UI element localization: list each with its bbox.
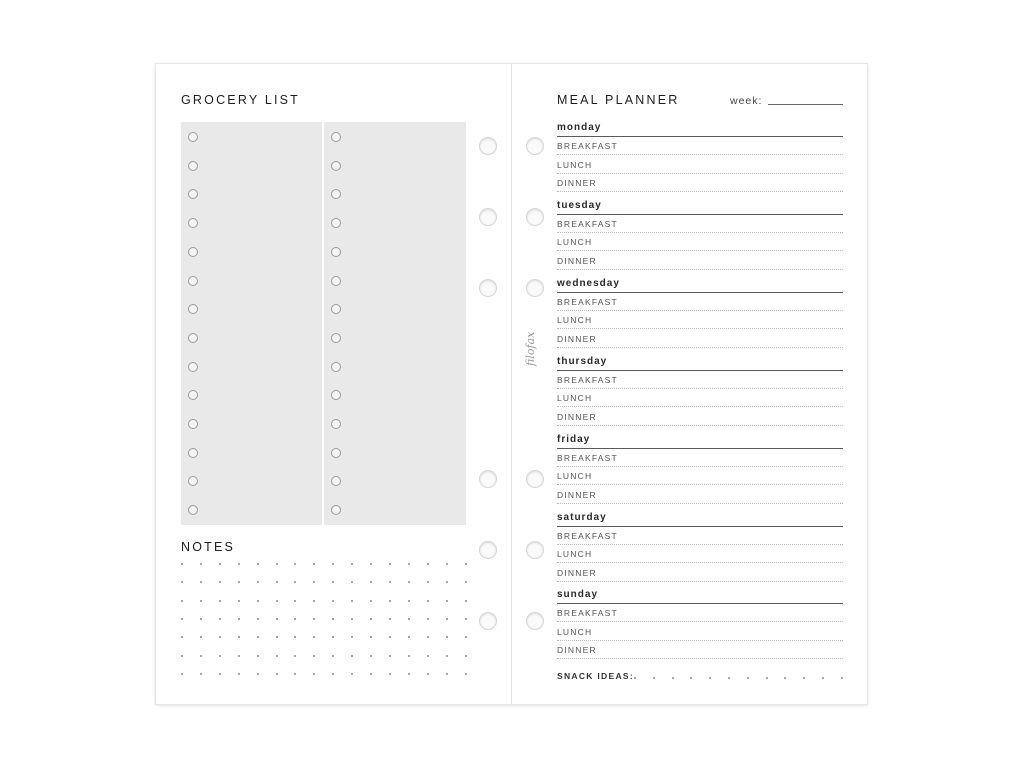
notes-dot bbox=[257, 618, 259, 620]
notes-dot bbox=[389, 673, 391, 675]
meal-entry-line[interactable] bbox=[557, 640, 843, 641]
meal-entry-line[interactable] bbox=[557, 154, 843, 155]
notes-dot bbox=[200, 655, 202, 657]
notes-dot bbox=[313, 618, 315, 620]
notes-dot bbox=[427, 636, 429, 638]
notes-dot bbox=[351, 581, 353, 583]
day-name: monday bbox=[557, 122, 602, 133]
snack-dot bbox=[634, 677, 636, 679]
ring-hole bbox=[479, 612, 497, 630]
notes-dot bbox=[427, 618, 429, 620]
week-label: week: bbox=[730, 95, 763, 107]
notes-dot bbox=[465, 563, 467, 565]
notes-dot bbox=[427, 673, 429, 675]
ring-hole bbox=[526, 541, 544, 559]
notes-dot bbox=[238, 581, 240, 583]
grocery-checkbox[interactable] bbox=[331, 333, 341, 343]
notes-dot bbox=[446, 581, 448, 583]
notes-dot bbox=[294, 618, 296, 620]
grocery-checkbox[interactable] bbox=[188, 419, 198, 429]
notes-dot bbox=[219, 618, 221, 620]
meal-label-lunch: LUNCH bbox=[557, 237, 593, 248]
notes-dot bbox=[351, 636, 353, 638]
snack-dot bbox=[709, 677, 711, 679]
meal-entry-line[interactable] bbox=[557, 544, 843, 545]
notes-dot bbox=[408, 655, 410, 657]
snack-dot bbox=[747, 677, 749, 679]
notes-dot bbox=[200, 636, 202, 638]
notes-dot bbox=[332, 673, 334, 675]
notes-dot bbox=[427, 600, 429, 602]
meal-label-dinner: DINNER bbox=[557, 178, 597, 188]
notes-dot bbox=[313, 636, 315, 638]
meal-entry-line[interactable] bbox=[557, 388, 843, 389]
notes-dot bbox=[313, 655, 315, 657]
notes-dot bbox=[294, 581, 296, 583]
notes-dot bbox=[200, 618, 202, 620]
brand-logo: filofax bbox=[524, 331, 537, 366]
notes-dot bbox=[332, 636, 334, 638]
day-rule bbox=[557, 448, 843, 449]
notes-dot bbox=[351, 673, 353, 675]
grocery-checkbox[interactable] bbox=[331, 276, 341, 286]
notes-dot bbox=[276, 655, 278, 657]
meal-label-lunch: LUNCH bbox=[557, 393, 593, 404]
notes-dot bbox=[181, 600, 183, 602]
notes-dot bbox=[294, 600, 296, 602]
day-name: wednesday bbox=[557, 277, 620, 289]
notes-dot bbox=[200, 600, 202, 602]
meal-entry-line[interactable] bbox=[557, 232, 843, 233]
notes-dot bbox=[370, 655, 372, 657]
day-name: tuesday bbox=[557, 199, 602, 211]
notes-dot bbox=[370, 673, 372, 675]
day-rule bbox=[557, 603, 843, 604]
snack-dot bbox=[672, 677, 674, 679]
day-name: sunday bbox=[557, 589, 599, 601]
notes-dot bbox=[219, 600, 221, 602]
day-rule bbox=[557, 292, 843, 293]
notes-dot bbox=[257, 673, 259, 675]
meal-label-breakfast: BREAKFAST bbox=[557, 530, 618, 541]
meal-label-dinner: DINNER bbox=[557, 645, 597, 656]
notes-dot bbox=[446, 600, 448, 602]
notes-dot bbox=[313, 673, 315, 675]
notes-dot bbox=[257, 600, 259, 602]
notes-dot bbox=[181, 581, 183, 583]
notes-dot bbox=[332, 581, 334, 583]
grocery-checkbox[interactable] bbox=[188, 247, 198, 257]
day-rule bbox=[557, 136, 843, 137]
notes-dot bbox=[238, 563, 240, 565]
notes-dot bbox=[370, 636, 372, 638]
notes-dot bbox=[389, 563, 391, 565]
meal-entry-line[interactable] bbox=[557, 581, 843, 582]
notes-dot bbox=[370, 581, 372, 583]
notes-dot bbox=[332, 600, 334, 602]
notes-dot bbox=[465, 673, 467, 675]
ring-hole bbox=[479, 208, 497, 226]
grocery-checkbox[interactable] bbox=[188, 276, 198, 286]
planner-sheet bbox=[156, 64, 867, 704]
notes-dot bbox=[238, 636, 240, 638]
notes-dot bbox=[446, 655, 448, 657]
notes-dot bbox=[465, 655, 467, 657]
grocery-checkbox[interactable] bbox=[331, 448, 341, 458]
notes-dot bbox=[313, 581, 315, 583]
grocery-checkbox[interactable] bbox=[331, 132, 341, 142]
notes-dot bbox=[294, 563, 296, 565]
notes-dot bbox=[238, 600, 240, 602]
notes-dot bbox=[181, 636, 183, 638]
notes-dot bbox=[351, 600, 353, 602]
notes-dot bbox=[465, 636, 467, 638]
meal-entry-line[interactable] bbox=[557, 191, 843, 192]
meal-label-breakfast: BREAKFAST bbox=[557, 141, 618, 151]
week-input-line[interactable] bbox=[768, 104, 843, 105]
notes-dot bbox=[446, 636, 448, 638]
notes-dot bbox=[238, 618, 240, 620]
grocery-checkbox[interactable] bbox=[188, 362, 198, 372]
day-name: saturday bbox=[557, 511, 607, 523]
meal-entry-line[interactable] bbox=[557, 621, 843, 622]
meal-label-dinner: DINNER bbox=[557, 489, 597, 500]
notes-dot bbox=[313, 563, 315, 565]
meal-label-lunch: LUNCH bbox=[557, 159, 593, 170]
notes-dot bbox=[257, 636, 259, 638]
snack-dot bbox=[690, 677, 692, 679]
grocery-checkbox[interactable] bbox=[188, 448, 198, 458]
day-rule bbox=[557, 214, 843, 215]
meal-entry-line[interactable] bbox=[557, 406, 843, 407]
notes-dot bbox=[200, 563, 202, 565]
notes-dot bbox=[446, 618, 448, 620]
notes-dot bbox=[313, 600, 315, 602]
grocery-list-title: GROCERY LIST bbox=[181, 93, 301, 107]
notes-dot bbox=[351, 655, 353, 657]
notes-dot bbox=[181, 563, 183, 565]
notes-dot bbox=[408, 581, 410, 583]
snack-ideas-label: SNACK IDEAS: bbox=[557, 671, 634, 681]
snack-dot bbox=[803, 677, 805, 679]
notes-dot bbox=[181, 618, 183, 620]
meal-label-dinner: DINNER bbox=[557, 567, 597, 578]
notes-dot bbox=[389, 600, 391, 602]
ring-hole bbox=[526, 279, 544, 297]
notes-dot bbox=[446, 563, 448, 565]
notes-dot bbox=[257, 655, 259, 657]
meal-entry-line[interactable] bbox=[557, 658, 843, 659]
notes-dot bbox=[427, 655, 429, 657]
snack-dot bbox=[728, 677, 730, 679]
meal-label-breakfast: BREAKFAST bbox=[557, 296, 618, 307]
notes-dot bbox=[276, 563, 278, 565]
meal-entry-line[interactable] bbox=[557, 173, 843, 174]
notes-dot bbox=[238, 673, 240, 675]
meal-label-dinner: DINNER bbox=[557, 411, 597, 422]
notes-dot bbox=[351, 618, 353, 620]
meal-entry-line[interactable] bbox=[557, 484, 843, 485]
ring-hole bbox=[526, 612, 544, 630]
notes-dot bbox=[389, 636, 391, 638]
grocery-checkbox[interactable] bbox=[188, 132, 198, 142]
notes-dot bbox=[276, 581, 278, 583]
notes-dot bbox=[219, 655, 221, 657]
meal-label-lunch: LUNCH bbox=[557, 471, 593, 482]
notes-dot bbox=[465, 618, 467, 620]
meal-entry-line[interactable] bbox=[557, 269, 843, 270]
meal-entry-line[interactable] bbox=[557, 503, 843, 504]
grocery-checkbox[interactable] bbox=[331, 362, 341, 372]
meal-entry-line[interactable] bbox=[557, 328, 843, 329]
ring-hole bbox=[526, 208, 544, 226]
grocery-checkbox[interactable] bbox=[331, 161, 341, 171]
notes-dot bbox=[200, 581, 202, 583]
day-name: friday bbox=[557, 433, 591, 445]
meal-label-breakfast: BREAKFAST bbox=[557, 374, 618, 385]
grocery-column-1 bbox=[181, 122, 322, 525]
notes-dot bbox=[370, 618, 372, 620]
notes-dot bbox=[276, 600, 278, 602]
snack-dot bbox=[841, 677, 843, 679]
meal-entry-line[interactable] bbox=[557, 466, 843, 467]
notes-dot bbox=[408, 600, 410, 602]
notes-dot bbox=[332, 563, 334, 565]
ring-hole bbox=[526, 137, 544, 155]
ring-hole bbox=[526, 470, 544, 488]
notes-dot bbox=[276, 618, 278, 620]
meal-label-breakfast: BREAKFAST bbox=[557, 608, 618, 619]
notes-dot bbox=[408, 563, 410, 565]
ring-hole bbox=[479, 470, 497, 488]
grocery-checkbox[interactable] bbox=[188, 333, 198, 343]
notes-dot bbox=[408, 636, 410, 638]
meal-entry-line[interactable] bbox=[557, 425, 843, 426]
day-rule bbox=[557, 526, 843, 527]
snack-dot bbox=[784, 677, 786, 679]
meal-label-lunch: LUNCH bbox=[557, 626, 593, 637]
meal-label-dinner: DINNER bbox=[557, 255, 597, 266]
notes-dot bbox=[389, 581, 391, 583]
notes-dot bbox=[332, 618, 334, 620]
notes-dot bbox=[465, 581, 467, 583]
snack-dot bbox=[822, 677, 824, 679]
meal-label-breakfast: BREAKFAST bbox=[557, 452, 618, 463]
notes-dot bbox=[370, 563, 372, 565]
notes-dot bbox=[465, 600, 467, 602]
meal-label-lunch: LUNCH bbox=[557, 315, 593, 326]
notes-dot bbox=[219, 636, 221, 638]
ring-hole bbox=[479, 541, 497, 559]
meal-label-breakfast: BREAKFAST bbox=[557, 218, 618, 229]
notes-dot bbox=[219, 563, 221, 565]
notes-dot bbox=[446, 673, 448, 675]
snack-dot bbox=[766, 677, 768, 679]
notes-dot bbox=[276, 636, 278, 638]
notes-dot bbox=[181, 655, 183, 657]
notes-dot bbox=[238, 655, 240, 657]
notes-dot bbox=[219, 581, 221, 583]
notes-dot bbox=[408, 673, 410, 675]
meal-entry-line[interactable] bbox=[557, 562, 843, 563]
notes-dot bbox=[427, 563, 429, 565]
day-rule bbox=[557, 370, 843, 371]
notes-dot bbox=[351, 563, 353, 565]
notes-dot bbox=[257, 563, 259, 565]
meal-entry-line[interactable] bbox=[557, 250, 843, 251]
notes-dot bbox=[332, 655, 334, 657]
notes-dot bbox=[408, 618, 410, 620]
notes-dot bbox=[276, 673, 278, 675]
notes-dot bbox=[200, 673, 202, 675]
notes-dot bbox=[219, 673, 221, 675]
day-name: thursday bbox=[557, 355, 608, 367]
notes-dot bbox=[427, 581, 429, 583]
grocery-checkbox[interactable] bbox=[331, 419, 341, 429]
meal-planner-title: MEAL PLANNER bbox=[557, 93, 680, 107]
page-divider bbox=[511, 64, 512, 704]
notes-dot bbox=[257, 581, 259, 583]
meal-entry-line[interactable] bbox=[557, 347, 843, 348]
ring-hole bbox=[479, 279, 497, 297]
meal-label-lunch: LUNCH bbox=[557, 549, 593, 559]
notes-dot bbox=[370, 600, 372, 602]
grocery-checkbox[interactable] bbox=[188, 161, 198, 171]
grocery-checkbox[interactable] bbox=[331, 247, 341, 257]
notes-title: NOTES bbox=[181, 540, 236, 554]
notes-dot bbox=[294, 636, 296, 638]
snack-dot bbox=[653, 677, 655, 679]
notes-dot bbox=[389, 655, 391, 657]
notes-dot bbox=[294, 673, 296, 675]
notes-dot bbox=[294, 655, 296, 657]
meal-entry-line[interactable] bbox=[557, 310, 843, 311]
meal-label-dinner: DINNER bbox=[557, 333, 597, 344]
ring-hole bbox=[479, 137, 497, 155]
notes-dot bbox=[181, 673, 183, 675]
notes-dot bbox=[389, 618, 391, 620]
grocery-column-2 bbox=[324, 122, 466, 525]
